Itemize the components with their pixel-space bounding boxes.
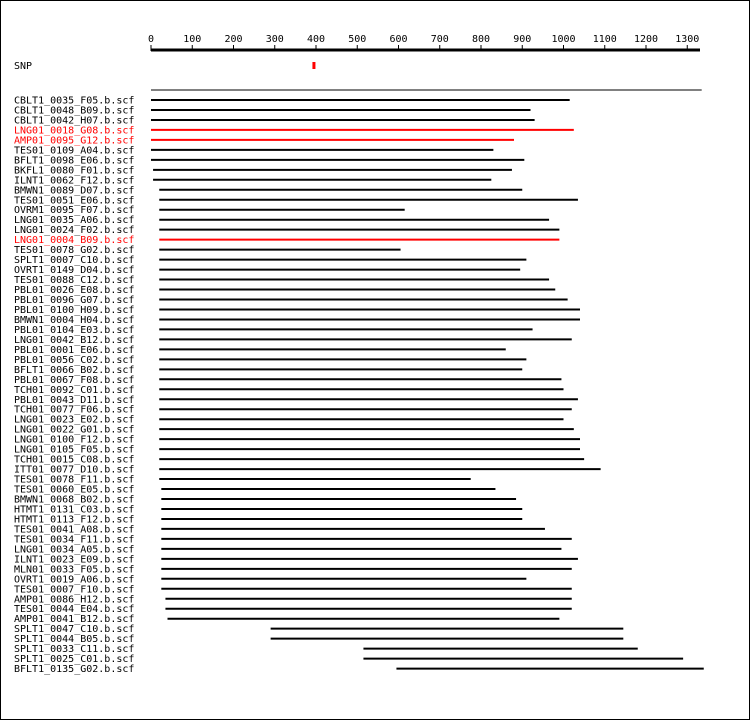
read-name[interactable]: LNG01_0105_F05.b.scf [14, 444, 135, 456]
read-name[interactable]: LNG01_0034_A05.b.scf [14, 544, 135, 556]
read-name[interactable]: BMWN1_0004_H04.b.scf [14, 314, 135, 326]
read-name[interactable]: BKFL1_0080_F01.b.scf [14, 165, 135, 177]
read-name[interactable]: TCH01_0015_C08.b.scf [14, 454, 135, 466]
read-name[interactable]: ITT01_0077_D10.b.scf [14, 464, 135, 476]
read-name[interactable]: LNG01_0018_G08.b.scf [14, 125, 135, 137]
read-name[interactable]: SPLT1_0044_B05.b.scf [14, 634, 135, 646]
read-name[interactable]: SPLT1_0007_C10.b.scf [14, 255, 135, 267]
read-name[interactable]: BMWN1_0089_D07.b.scf [14, 185, 135, 197]
axis-tick-label: 1300 [675, 34, 700, 45]
read-name[interactable]: OVRT1_0149_D04.b.scf [14, 265, 135, 277]
read-name[interactable]: CBLT1_0035_F05.b.scf [14, 95, 135, 107]
read-name[interactable]: TES01_0088_C12.b.scf [14, 275, 135, 287]
read-name[interactable]: TES01_0060_E05.b.scf [14, 484, 135, 496]
read-name[interactable]: SPLT1_0033_C11.b.scf [14, 644, 135, 656]
snp-marker[interactable] [312, 62, 315, 69]
axis-tick-label: 600 [389, 34, 408, 45]
read-name[interactable]: AMP01_0086_H12.b.scf [14, 594, 135, 606]
snp-label: SNP [14, 61, 33, 72]
read-name[interactable]: CBLT1_0042_H07.b.scf [14, 115, 135, 127]
read-name[interactable]: PBL01_0067_F08.b.scf [14, 374, 135, 386]
read-name[interactable]: BFLT1_0135_G02.b.scf [14, 664, 135, 676]
read-name[interactable]: BMWN1_0068_B02.b.scf [14, 494, 135, 506]
read-list [14, 96, 704, 676]
axis-tick-label: 800 [471, 34, 491, 45]
read-name[interactable]: BFLT1_0066_B02.b.scf [14, 364, 135, 376]
read-name[interactable]: SPLT1_0025_C01.b.scf [14, 654, 135, 666]
read-name[interactable]: MLN01_0033_F05.b.scf [14, 564, 135, 576]
read-name[interactable]: CBLT1_0048_B09.b.scf [14, 105, 135, 117]
read-name[interactable]: ILNT1_0023_E09.b.scf [14, 554, 135, 566]
position-axis [148, 34, 700, 51]
read-name[interactable]: TES01_0078_G02.b.scf [14, 245, 135, 257]
read-name[interactable]: HTMT1_0131_C03.b.scf [14, 504, 135, 516]
read-name[interactable]: TES01_0034_F11.b.scf [14, 534, 135, 546]
read-name[interactable]: LNG01_0022_G01.b.scf [14, 424, 135, 436]
read-name[interactable]: OVRT1_0019_A06.b.scf [14, 574, 135, 586]
read-name[interactable]: LNG01_0035_A06.b.scf [14, 215, 135, 227]
read-name[interactable]: TES01_0109_A04.b.scf [14, 145, 135, 157]
read-name[interactable]: HTMT1_0113_F12.b.scf [14, 514, 135, 526]
read-name[interactable]: PBL01_0026_E08.b.scf [14, 285, 135, 297]
read-name[interactable]: LNG01_0042_B12.b.scf [14, 334, 135, 346]
read-name[interactable]: PBL01_0104_E03.b.scf [14, 324, 135, 336]
axis-tick-label: 300 [265, 34, 284, 45]
axis-tick-label: 200 [224, 34, 243, 45]
axis-tick-label: 100 [183, 34, 202, 45]
axis-tick-label: 1000 [551, 34, 576, 45]
read-name[interactable]: PBL01_0100_H09.b.scf [14, 304, 135, 316]
axis-tick-label: 700 [430, 34, 449, 45]
axis-tick-label: 900 [513, 34, 532, 45]
read-name[interactable]: PBL01_0001_E06.b.scf [14, 344, 135, 356]
read-name[interactable]: AMP01_0041_B12.b.scf [14, 614, 135, 626]
read-name[interactable]: BFLT1_0098_E06.b.scf [14, 155, 135, 167]
read-name[interactable]: TCH01_0077_F06.b.scf [14, 404, 135, 416]
read-row[interactable] [14, 664, 704, 675]
read-name[interactable]: LNG01_0004_B09.b.scf [14, 235, 135, 247]
read-name[interactable]: TES01_0078_F11.b.scf [14, 474, 135, 486]
read-name[interactable]: PBL01_0096_G07.b.scf [14, 295, 135, 306]
read-name[interactable]: LNG01_0024_F02.b.scf [14, 225, 135, 237]
read-name[interactable]: TES01_0051_E06.b.scf [14, 195, 135, 207]
read-name[interactable]: ILNT1_0062_F12.b.scf [14, 175, 135, 187]
axis-tick-label: 500 [348, 34, 367, 45]
read-name[interactable]: LNG01_0100_F12.b.scf [14, 434, 135, 446]
axis-tick-label: 1100 [592, 34, 617, 45]
read-name[interactable]: SPLT1_0047_C10.b.scf [14, 624, 135, 636]
read-name[interactable]: TCH01_0092_C01.b.scf [14, 384, 135, 396]
read-name[interactable]: PBL01_0056_C02.b.scf [14, 354, 135, 366]
axis-tick-label: 0 [147, 34, 155, 45]
read-name[interactable]: TES01_0044_E04.b.scf [14, 604, 135, 616]
axis-tick-label: 1200 [633, 34, 659, 45]
read-name[interactable]: AMP01_0095_G12.b.scf [14, 135, 135, 147]
read-name[interactable]: TES01_0007_F10.b.scf [14, 584, 135, 596]
read-name[interactable]: TES01_0041_A08.b.scf [14, 524, 135, 536]
read-name[interactable]: LNG01_0023_E02.b.scf [14, 414, 135, 426]
read-name[interactable]: PBL01_0043_D11.b.scf [14, 394, 135, 406]
axis-tick-label: 400 [306, 34, 326, 45]
read-name[interactable]: OVRM1_0095_F07.b.scf [14, 205, 135, 217]
